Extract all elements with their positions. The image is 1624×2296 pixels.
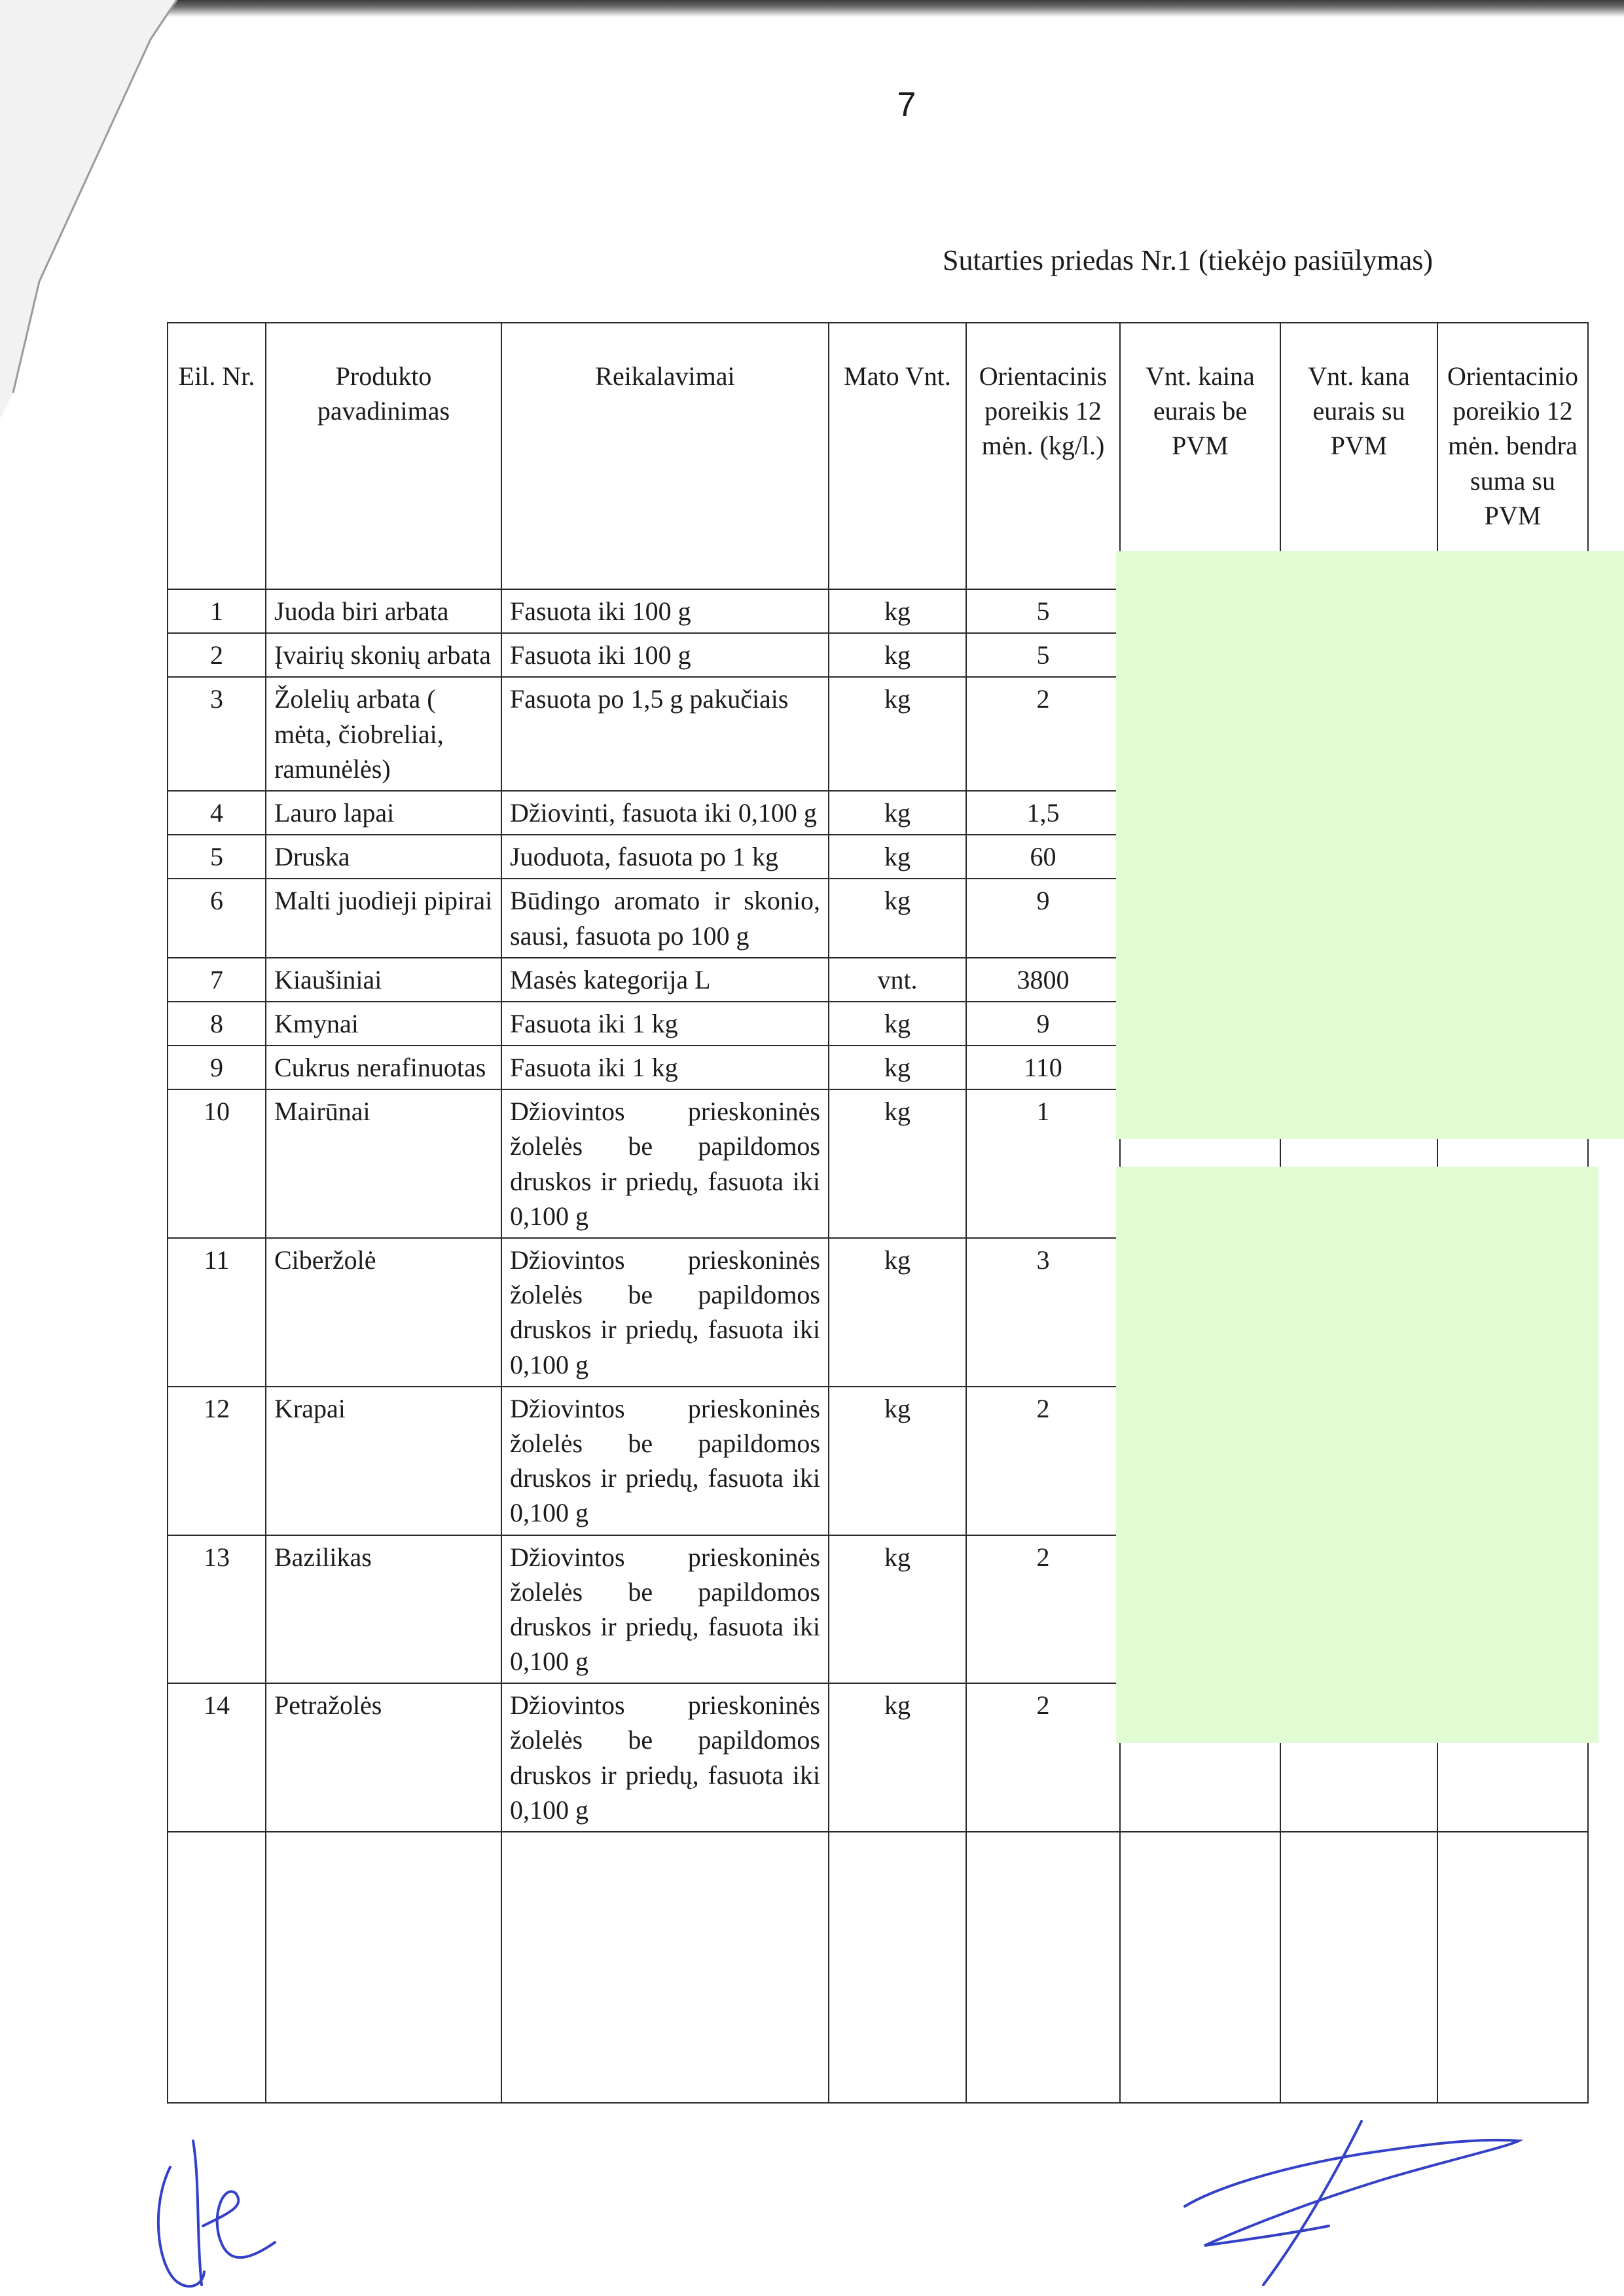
row-no: 14 <box>168 1683 266 1832</box>
row-product: Ciberžolė <box>266 1238 501 1387</box>
row-requirements: Džiovintos prieskoninės žolelės be papildomos druskos ir priedų, fasuota iki 0,100 g <box>501 1238 829 1387</box>
header-unit: Mato Vnt. <box>829 323 966 589</box>
row-unit: kg <box>829 1002 966 1046</box>
row-requirements: Fasuota po 1,5 g pakučiais <box>501 677 829 791</box>
row-no: 7 <box>168 958 266 1002</box>
row-product: Kiaušiniai <box>266 958 501 1002</box>
scan-top-edge <box>157 0 1624 17</box>
row-requirements: Būdingo aromato ir skonio, sausi, fasuota po 100 g <box>501 879 829 957</box>
row-product: Įvairių skonių arbata <box>266 633 501 677</box>
annex-title: Sutarties priedas Nr.1 (tiekėjo pasiūlymas) <box>943 244 1434 276</box>
row-no: 10 <box>168 1089 266 1238</box>
row-unit: kg <box>829 677 966 791</box>
row-unit: kg <box>829 1089 966 1238</box>
row-requirements: Fasuota iki 100 g <box>501 633 829 677</box>
row-no: 1 <box>168 589 266 633</box>
row-unit: kg <box>829 589 966 633</box>
row-no: 9 <box>168 1046 266 1089</box>
row-quantity: 110 <box>966 1046 1120 1089</box>
table-row-empty <box>168 1832 1588 2103</box>
row-requirements: Masės kategorija L <box>501 958 829 1002</box>
header-need: Orientacinis poreikis 12 mėn. (kg/l.) <box>966 323 1120 589</box>
row-unit: kg <box>829 1535 966 1684</box>
header-total-vat: Orientacinio poreikio 12 mėn. bendra suma su PVM <box>1437 323 1588 589</box>
row-no: 3 <box>168 677 266 791</box>
row-quantity: 9 <box>966 1002 1120 1046</box>
row-quantity: 1,5 <box>966 791 1120 835</box>
table-header-row <box>168 323 1588 589</box>
row-requirements: Džiovintos prieskoninės žolelės be papildomos druskos ir priedų, fasuota iki 0,100 g <box>501 1089 829 1238</box>
redaction-block <box>1116 551 1624 1139</box>
header-price-vat: Vnt. kana eurais su PVM <box>1280 323 1437 589</box>
row-product: Lauro lapai <box>266 791 501 835</box>
row-unit: kg <box>829 1238 966 1387</box>
row-quantity: 2 <box>966 1683 1120 1832</box>
row-unit: kg <box>829 879 966 957</box>
row-unit: vnt. <box>829 958 966 1002</box>
row-quantity: 2 <box>966 1535 1120 1684</box>
row-product: Petražolės <box>266 1683 501 1832</box>
row-no: 11 <box>168 1238 266 1387</box>
row-requirements: Juoduota, fasuota po 1 kg <box>501 835 829 879</box>
row-quantity: 60 <box>966 835 1120 879</box>
signature-right <box>1165 2108 1532 2296</box>
row-quantity: 5 <box>966 633 1120 677</box>
redaction-block <box>1116 1167 1598 1743</box>
row-quantity: 5 <box>966 589 1120 633</box>
signature-left <box>131 2128 327 2296</box>
row-product: Druska <box>266 835 501 879</box>
row-requirements: Džiovintos prieskoninės žolelės be papildomos druskos ir priedų, fasuota iki 0,100 g <box>501 1387 829 1535</box>
row-no: 4 <box>168 791 266 835</box>
row-product: Krapai <box>266 1387 501 1535</box>
row-quantity: 3800 <box>966 958 1120 1002</box>
row-no: 5 <box>168 835 266 879</box>
row-requirements: Fasuota iki 1 kg <box>501 1046 829 1089</box>
row-quantity: 2 <box>966 1387 1120 1535</box>
row-no: 2 <box>168 633 266 677</box>
row-unit: kg <box>829 1683 966 1832</box>
row-unit: kg <box>829 633 966 677</box>
row-no: 13 <box>168 1535 266 1684</box>
row-product: Mairūnai <box>266 1089 501 1238</box>
row-product: Žolelių arbata ( mėta, čiobreliai, ramunėlės) <box>266 677 501 791</box>
header-no: Eil. Nr. <box>168 323 266 589</box>
row-unit: kg <box>829 1387 966 1535</box>
row-no: 8 <box>168 1002 266 1046</box>
row-unit: kg <box>829 791 966 835</box>
row-quantity: 3 <box>966 1238 1120 1387</box>
row-unit: kg <box>829 835 966 879</box>
header-product: Produkto pavadinimas <box>266 323 501 589</box>
row-unit: kg <box>829 1046 966 1089</box>
row-requirements: Fasuota iki 100 g <box>501 589 829 633</box>
row-requirements: Džiovintos prieskoninės žolelės be papildomos druskos ir priedų, fasuota iki 0,100 g <box>501 1683 829 1832</box>
row-quantity: 1 <box>966 1089 1120 1238</box>
row-requirements: Džiovintos prieskoninės žolelės be papildomos druskos ir priedų, fasuota iki 0,100 g <box>501 1535 829 1684</box>
row-requirements: Fasuota iki 1 kg <box>501 1002 829 1046</box>
row-quantity: 9 <box>966 879 1120 957</box>
row-requirements: Džiovinti, fasuota iki 0,100 g <box>501 791 829 835</box>
row-product: Malti juodieji pipirai <box>266 879 501 957</box>
row-no: 6 <box>168 879 266 957</box>
row-no: 12 <box>168 1387 266 1535</box>
page-number: 7 <box>897 86 916 124</box>
row-product: Kmynai <box>266 1002 501 1046</box>
row-product: Cukrus nerafinuotas <box>266 1046 501 1089</box>
header-price-no-vat: Vnt. kaina eurais be PVM <box>1120 323 1280 589</box>
row-product: Bazilikas <box>266 1535 501 1684</box>
row-quantity: 2 <box>966 677 1120 791</box>
header-requirements: Reikalavimai <box>501 323 829 589</box>
row-product: Juoda biri arbata <box>266 589 501 633</box>
